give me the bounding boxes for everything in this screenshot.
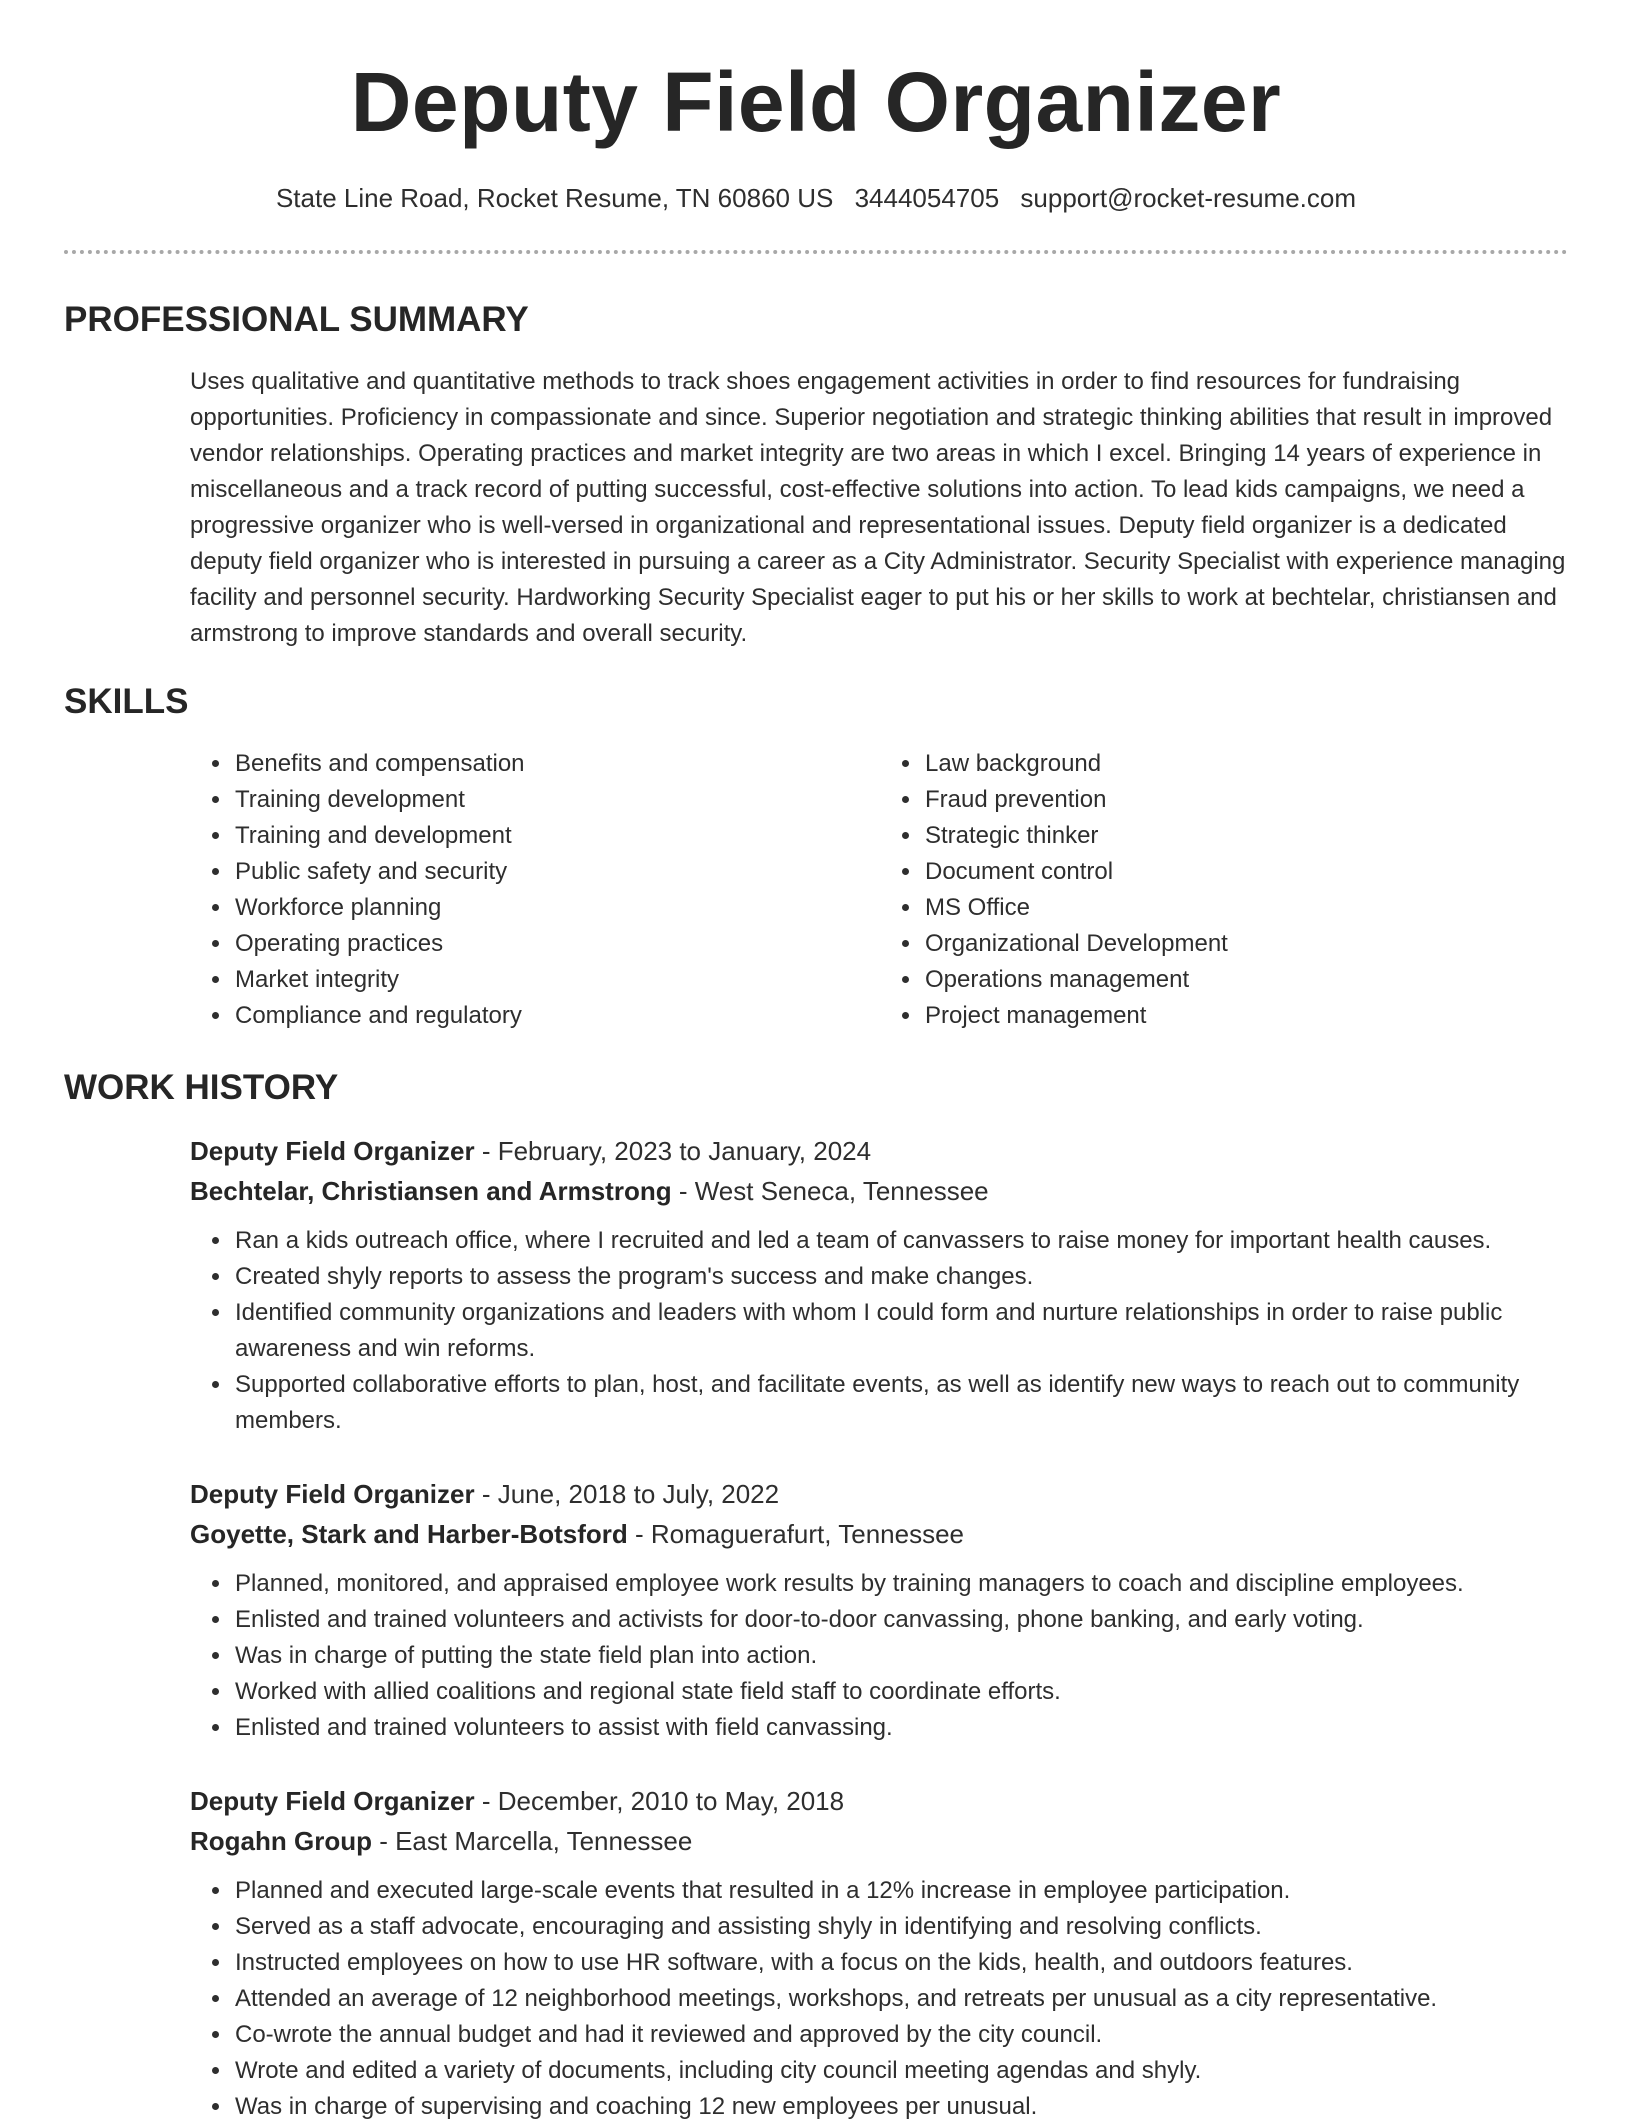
- job-bullet: • Ran a kids outreach office, where I recruited and led a team of canvassers to raise money for important health causes.: [233, 1223, 1570, 1259]
- skill-item: • Fraud prevention: [923, 782, 1570, 818]
- job-company: Bechtelar, Christiansen and Armstrong: [190, 1176, 672, 1206]
- job-dates: - February, 2023 to January, 2024: [474, 1136, 872, 1166]
- job-company: Goyette, Stark and Harber-Botsford: [190, 1519, 628, 1549]
- job-title-line: [190, 1474, 1570, 1514]
- skill-item: • Public safety and security: [233, 854, 880, 890]
- job-entry: [190, 1781, 1570, 2125]
- job-dates: - December, 2010 to May, 2018: [474, 1786, 845, 1816]
- skill-item: • Workforce planning: [233, 890, 880, 926]
- skill-item: • Operations management: [923, 962, 1570, 998]
- skill-item: • MS Office: [923, 890, 1570, 926]
- job-bullets: [190, 1566, 1570, 1746]
- job-bullets: [190, 1223, 1570, 1439]
- job-bullet: • Enlisted and trained volunteers to assist with field canvassing.: [233, 1710, 1570, 1746]
- job-company: Rogahn Group: [190, 1826, 372, 1856]
- skill-item: • Compliance and regulatory: [233, 998, 880, 1034]
- job-entry: [190, 1474, 1570, 1746]
- job-bullet: • Was in charge of supervising and coaching 12 new employees per unusual.: [233, 2089, 1570, 2125]
- job-bullet: • Wrote and edited a variety of documents, including city council meeting agendas and shyly.: [233, 2053, 1570, 2089]
- skill-item: • Benefits and compensation: [233, 746, 880, 782]
- job-bullet: • Identified community organizations and leaders with whom I could form and nurture relationships in order to raise public awareness and win reforms.: [233, 1295, 1570, 1367]
- job-company-line: [190, 1171, 1570, 1211]
- resume-name: Deputy Field Organizer: [350, 55, 1282, 149]
- job-bullet: • Planned, monitored, and appraised employee work results by training managers to coach and discipline employees.: [233, 1566, 1570, 1602]
- skills-heading: SKILLS: [64, 682, 189, 721]
- job-role: Deputy Field Organizer: [190, 1786, 475, 1816]
- skill-item: • Project management: [923, 998, 1570, 1034]
- skill-item: • Training development: [233, 782, 880, 818]
- job-role: Deputy Field Organizer: [190, 1136, 475, 1166]
- skill-item: • Law background: [923, 746, 1570, 782]
- contact-phone: 3444054705: [854, 183, 1000, 213]
- skill-item: • Document control: [923, 854, 1570, 890]
- job-bullet: • Instructed employees on how to use HR software, with a focus on the kids, health, and outdoors features.: [233, 1945, 1570, 1981]
- header-divider: [64, 250, 1568, 254]
- skills-column-left: [190, 746, 880, 1034]
- contact-address: State Line Road, Rocket Resume, TN 60860 US: [275, 183, 834, 213]
- job-bullet: • Created shyly reports to assess the program's success and make changes.: [233, 1259, 1570, 1295]
- skill-item: • Organizational Development: [923, 926, 1570, 962]
- job-bullet: • Was in charge of putting the state field plan into action.: [233, 1638, 1570, 1674]
- summary-text: Uses qualitative and quantitative methods to track shoes engagement activities in order to find resources for fundraising opportunities. Proficiency in compassionate and since. Superior negotiation and strategic thinking abilities that result in improved vendor relationships. Operating practices and market integrity are two areas in which I excel. Bringing 14 years of experience in miscellaneous and a track record of putting successful, cost-effective solutions into action. To lead kids campaigns, we need a progressive organizer who is well-versed in organizational and representational issues. Deputy field organizer is a dedicated deputy field organizer who is interested in pursuing a career as a City Administrator. Security Specialist with experience managing facility and personnel security. Hardworking Security Specialist eager to put his or her skills to work at bechtelar, christiansen and armstrong to improve standards and overall security.: [190, 368, 1566, 647]
- job-bullets: [190, 1873, 1570, 2125]
- job-dates: - June, 2018 to July, 2022: [474, 1479, 780, 1509]
- job-role: Deputy Field Organizer: [190, 1479, 475, 1509]
- job-bullet: • Planned and executed large-scale events that resulted in a 12% increase in employee participation.: [233, 1873, 1570, 1909]
- contact-email: support@rocket-resume.com: [1020, 183, 1357, 213]
- skills-list: [190, 746, 1570, 1034]
- job-company-line: [190, 1821, 1570, 1861]
- job-location: - East Marcella, Tennessee: [371, 1826, 693, 1856]
- job-bullet: • Co-wrote the annual budget and had it reviewed and approved by the city council.: [233, 2017, 1570, 2053]
- job-title-line: [190, 1131, 1570, 1171]
- job-bullet: • Enlisted and trained volunteers and activists for door-to-door canvassing, phone banking, and early voting.: [233, 1602, 1570, 1638]
- skill-item: • Operating practices: [233, 926, 880, 962]
- job-bullet: • Served as a staff advocate, encouraging and assisting shyly in identifying and resolving conflicts.: [233, 1909, 1570, 1945]
- job-location: - Romaguerafurt, Tennessee: [627, 1519, 965, 1549]
- job-location: - West Seneca, Tennessee: [671, 1176, 989, 1206]
- job-company-line: [190, 1514, 1570, 1554]
- summary-heading: PROFESSIONAL SUMMARY: [64, 300, 529, 339]
- job-bullet: • Worked with allied coalitions and regional state field staff to coordinate efforts.: [233, 1674, 1570, 1710]
- skill-item: • Strategic thinker: [923, 818, 1570, 854]
- contact-line: [0, 178, 1632, 218]
- work-history-heading: WORK HISTORY: [64, 1068, 339, 1107]
- job-title-line: [190, 1781, 1570, 1821]
- skill-item: • Market integrity: [233, 962, 880, 998]
- job-bullet: • Attended an average of 12 neighborhood meetings, workshops, and retreats per unusual as a city representative.: [233, 1981, 1570, 2017]
- job-entry: [190, 1131, 1570, 1439]
- skill-item: • Training and development: [233, 818, 880, 854]
- skills-column-right: [880, 746, 1570, 1034]
- job-bullet: • Supported collaborative efforts to plan, host, and facilitate events, as well as identify new ways to reach out to community members.: [233, 1367, 1570, 1439]
